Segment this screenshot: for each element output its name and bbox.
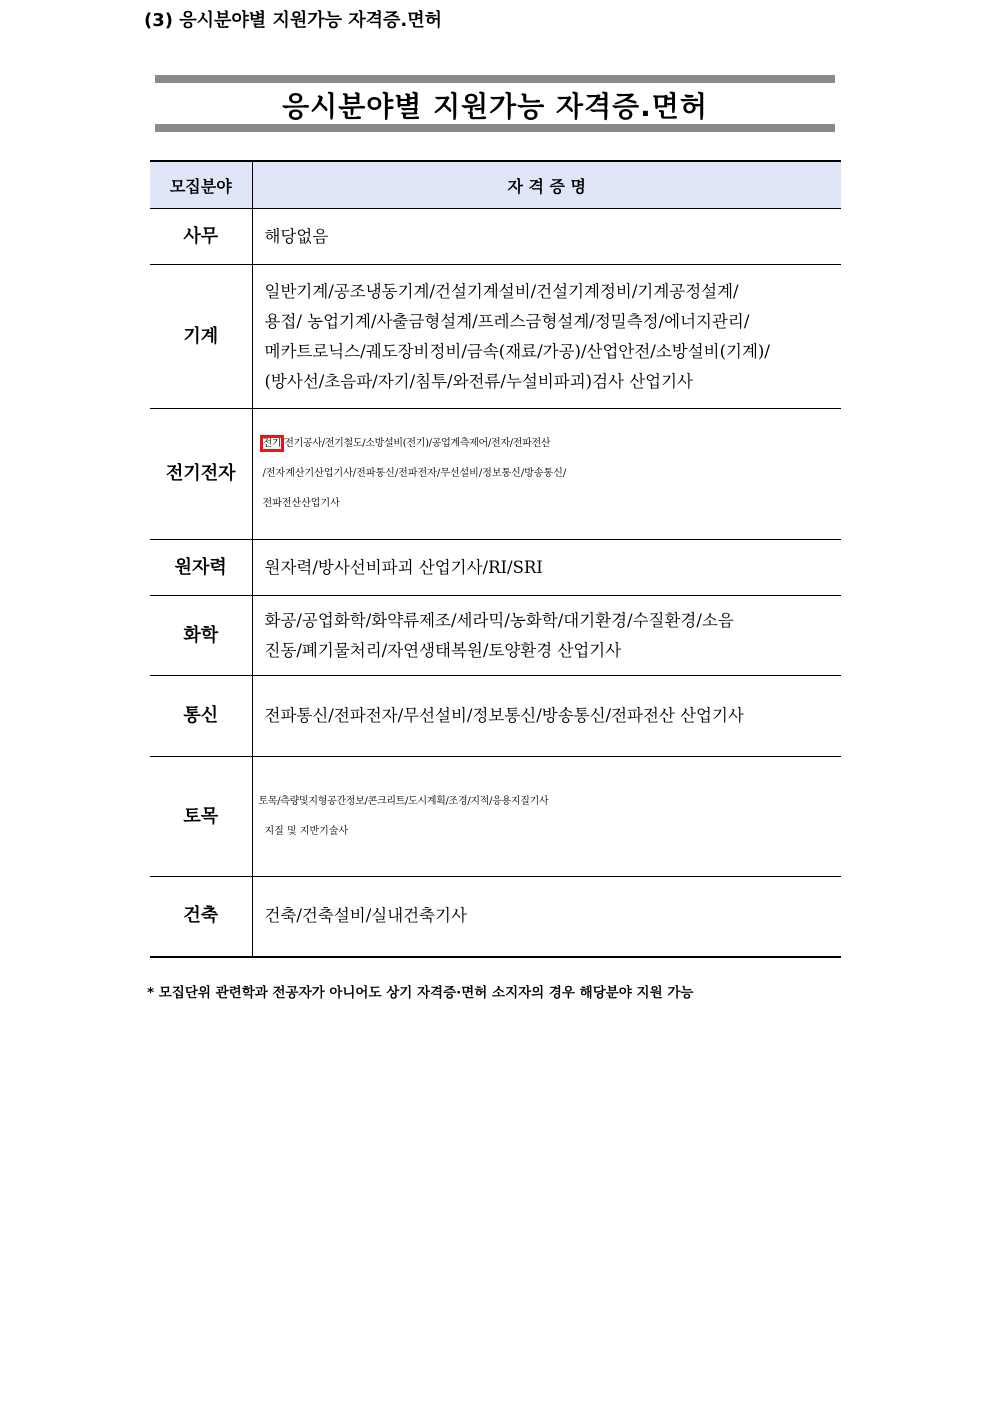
table-row <box>150 877 841 957</box>
row-certs <box>252 209 841 265</box>
row-certs <box>252 596 841 676</box>
row-certs <box>252 409 841 540</box>
cert-line: 지질 및 지반기술사 <box>264 825 349 837</box>
row-certs <box>252 265 841 409</box>
table-header-row <box>150 161 841 209</box>
row-field: 토목 <box>150 757 252 877</box>
table-row <box>150 409 841 540</box>
highlighted-cert: 전기 <box>262 438 282 449</box>
row-certs <box>252 540 841 596</box>
row-field: 원자력 <box>150 540 252 596</box>
table-row <box>150 757 841 877</box>
cert-line: 용접/ 농업기계/사출금형설계/프레스금형설계/정밀측정/에너지관리/ <box>264 311 750 331</box>
cert-line: 건축/건축설비/실내건축기사 <box>264 906 467 926</box>
cert-line: 화공/공업화학/화약류제조/세라믹/농화학/대기환경/수질환경/소음 <box>264 610 734 630</box>
cert-line: 전파통신/전파전자/무선설비/정보통신/방송통신/전파전산 산업기사 <box>264 706 744 725</box>
row-field: 통신 <box>150 676 252 757</box>
footnote: * 모집단위 관련학과 전공자가 아니어도 상기 자격증·면허 소지자의 경우 해당분야 지원 가능 <box>147 985 694 1001</box>
cert-line-rest: /전기공사/전기철도/소방설비(전기)/공업계측제어/전자/전파전산 <box>281 438 551 449</box>
table-row <box>150 676 841 757</box>
row-field: 전기전자 <box>150 409 252 540</box>
cert-line: 메카트로닉스/궤도장비정비/금속(재료/가공)/산업안전/소방설비(기계)/ <box>264 341 770 361</box>
header-certs: 자 격 증 명 <box>252 161 841 209</box>
row-field: 기계 <box>150 265 252 409</box>
cert-line: 원자력/방사선비파괴 산업기사/RI/SRI <box>264 557 543 577</box>
cert-line: 진동/폐기물처리/자연생태복원/토양환경 산업기사 <box>264 640 622 660</box>
banner-title: 응시분야별 지원가능 자격증.면허 <box>282 90 708 123</box>
table-row <box>150 265 841 409</box>
banner-bottom-bar <box>155 124 835 132</box>
row-field: 건축 <box>150 877 252 957</box>
cert-line: 전파전산산업기사 <box>262 498 340 509</box>
section-heading: (3) 응시분야별 지원가능 자격증.면허 <box>144 10 443 31</box>
table-row <box>150 209 841 265</box>
banner-top-bar <box>155 75 835 83</box>
table-row <box>150 540 841 596</box>
row-certs <box>252 877 841 957</box>
cert-line <box>263 429 838 459</box>
cert-line: 일반기계/공조냉동기계/건설기계설비/건설기계정비/기계공정설계/ <box>264 281 739 301</box>
cert-line: /전자계산기산업기사/전파통신/전파전자/무선설비/정보통신/방송통신/ <box>262 468 567 479</box>
qualification-table <box>150 160 841 958</box>
header-field: 모집분야 <box>150 161 252 209</box>
cert-line: (방사선/초음파/자기/침투/와전류/누설비파괴)검사 산업기사 <box>264 371 693 391</box>
row-certs <box>252 757 841 877</box>
cert-line: 토목/측량및지형공간정보/콘크리트/도시계획/조경/지적/응용지질기사 <box>258 795 549 807</box>
row-field: 사무 <box>150 209 252 265</box>
row-certs <box>252 676 841 757</box>
row-field: 화학 <box>150 596 252 676</box>
cert-line: 해당없음 <box>264 226 329 246</box>
title-banner <box>155 75 835 132</box>
table-row <box>150 596 841 676</box>
